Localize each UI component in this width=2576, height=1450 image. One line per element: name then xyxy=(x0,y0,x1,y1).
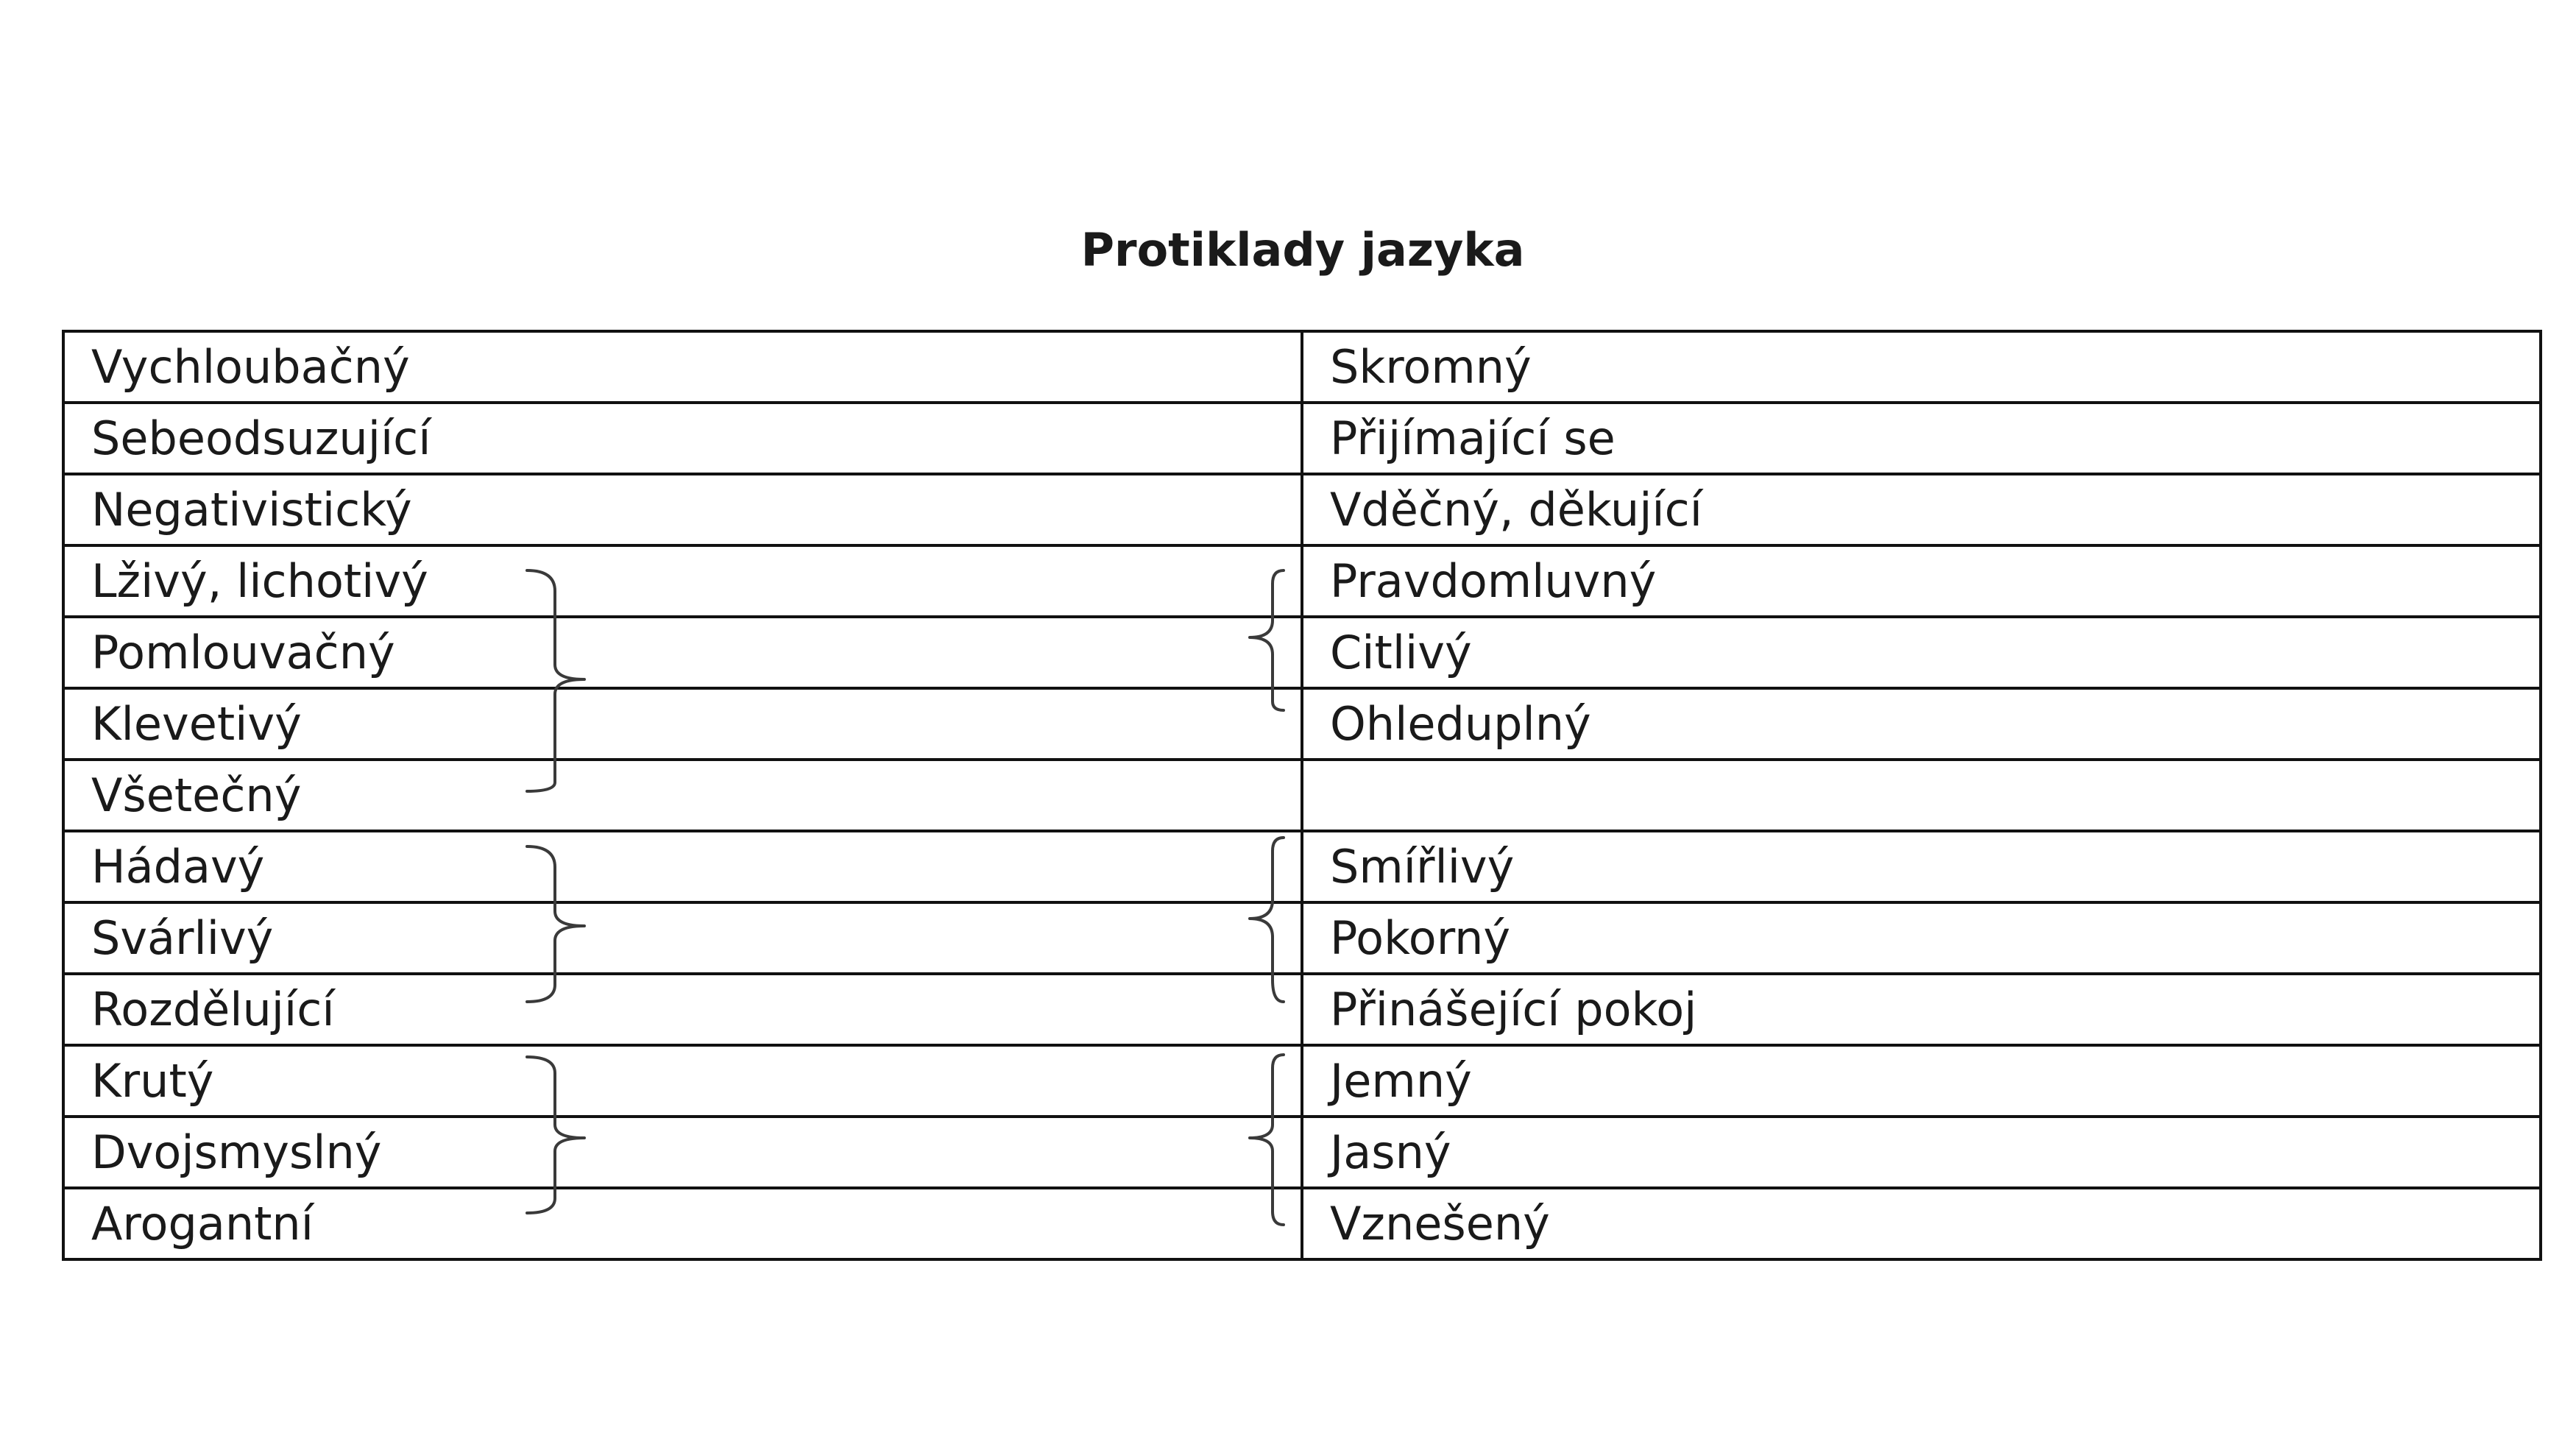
right-cell: Skromný xyxy=(1302,331,2541,403)
right-cell: Pravdomluvný xyxy=(1302,545,2541,617)
right-cell: Pokorný xyxy=(1302,902,2541,974)
table-row xyxy=(63,1045,2541,1117)
right-cell: Přijímající se xyxy=(1302,403,2541,474)
table-row xyxy=(63,902,2541,974)
contrast-table xyxy=(62,330,2542,1261)
page-title: Protiklady jazyka xyxy=(1080,223,1525,277)
table-row xyxy=(63,760,2541,831)
left-cell: Klevetivý xyxy=(63,688,1302,760)
left-cell: Krutý xyxy=(63,1045,1302,1117)
table-row xyxy=(63,331,2541,403)
left-cell: Arogantní xyxy=(63,1188,1302,1259)
table-row xyxy=(63,474,2541,545)
contrast-table-container xyxy=(62,330,2539,1251)
table-row xyxy=(63,1188,2541,1259)
right-cell: Smířlivý xyxy=(1302,831,2541,902)
table-row xyxy=(63,1117,2541,1188)
right-cell: Jemný xyxy=(1302,1045,2541,1117)
right-cell: Přinášející pokoj xyxy=(1302,974,2541,1045)
right-cell xyxy=(1302,760,2541,831)
right-cell: Jasný xyxy=(1302,1117,2541,1188)
table-row xyxy=(63,688,2541,760)
left-cell: Všetečný xyxy=(63,760,1302,831)
left-cell: Sebeodsuzující xyxy=(63,403,1302,474)
right-cell: Ohleduplný xyxy=(1302,688,2541,760)
left-cell: Negativistický xyxy=(63,474,1302,545)
table-row xyxy=(63,403,2541,474)
right-cell: Citlivý xyxy=(1302,617,2541,688)
table-row xyxy=(63,974,2541,1045)
left-cell: Rozdělující xyxy=(63,974,1302,1045)
left-cell: Vychloubačný xyxy=(63,331,1302,403)
table-row xyxy=(63,831,2541,902)
table-row xyxy=(63,617,2541,688)
left-cell: Hádavý xyxy=(63,831,1302,902)
left-cell: Dvojsmyslný xyxy=(63,1117,1302,1188)
left-cell: Lživý, lichotivý xyxy=(63,545,1302,617)
left-cell: Pomlouvačný xyxy=(63,617,1302,688)
table-row xyxy=(63,545,2541,617)
left-cell: Svárlivý xyxy=(63,902,1302,974)
right-cell: Vznešený xyxy=(1302,1188,2541,1259)
right-cell: Vděčný, děkující xyxy=(1302,474,2541,545)
